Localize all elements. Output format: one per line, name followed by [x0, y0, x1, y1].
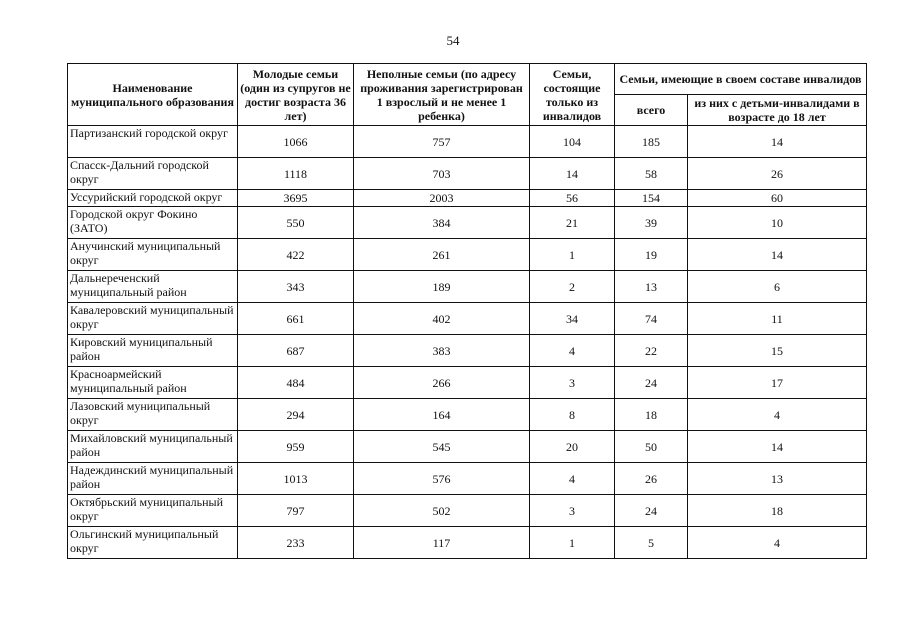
header-name: Наименование муниципального образования [68, 64, 238, 126]
cell-single: 189 [354, 271, 530, 303]
cell-young: 1118 [238, 158, 354, 190]
cell-total: 154 [615, 190, 688, 207]
cell-total: 39 [615, 207, 688, 239]
cell-total: 26 [615, 463, 688, 495]
table-row [68, 271, 867, 303]
cell-with-children: 10 [688, 207, 867, 239]
table-row [68, 527, 867, 559]
cell-name: Кировский муниципальный район [68, 335, 238, 367]
cell-young: 1013 [238, 463, 354, 495]
cell-name: Красноармейский муниципальный район [68, 367, 238, 399]
cell-with-children: 4 [688, 527, 867, 559]
cell-with-children: 17 [688, 367, 867, 399]
cell-only-disabled: 14 [530, 158, 615, 190]
header-total: всего [615, 95, 688, 126]
cell-total: 24 [615, 495, 688, 527]
cell-name: Октябрьский муниципальный округ [68, 495, 238, 527]
cell-total: 58 [615, 158, 688, 190]
cell-total: 185 [615, 126, 688, 158]
families-table [67, 63, 867, 559]
cell-young: 1066 [238, 126, 354, 158]
header-only-disabled-families: Семьи, состоящие только из инвалидов [530, 64, 615, 126]
header-with-disabled-children: из них с детьми-инвалидами в возрасте до 18 лет [688, 95, 867, 126]
cell-young: 233 [238, 527, 354, 559]
cell-with-children: 60 [688, 190, 867, 207]
cell-young: 484 [238, 367, 354, 399]
cell-with-children: 6 [688, 271, 867, 303]
cell-total: 5 [615, 527, 688, 559]
cell-only-disabled: 34 [530, 303, 615, 335]
table-row [68, 303, 867, 335]
cell-young: 343 [238, 271, 354, 303]
cell-name: Партизанский городской округ [68, 126, 238, 158]
cell-with-children: 13 [688, 463, 867, 495]
cell-single: 383 [354, 335, 530, 367]
cell-name: Надеждинский муниципальный район [68, 463, 238, 495]
cell-name: Михайловский муниципальный район [68, 431, 238, 463]
cell-single: 261 [354, 239, 530, 271]
cell-total: 50 [615, 431, 688, 463]
cell-name: Спасск-Дальний городской округ [68, 158, 238, 190]
table-row [68, 431, 867, 463]
cell-young: 3695 [238, 190, 354, 207]
cell-name: Уссурийский городской округ [68, 190, 238, 207]
cell-only-disabled: 4 [530, 335, 615, 367]
cell-single: 2003 [354, 190, 530, 207]
cell-total: 13 [615, 271, 688, 303]
cell-with-children: 14 [688, 126, 867, 158]
cell-only-disabled: 20 [530, 431, 615, 463]
cell-total: 18 [615, 399, 688, 431]
cell-single: 757 [354, 126, 530, 158]
cell-single: 117 [354, 527, 530, 559]
cell-only-disabled: 56 [530, 190, 615, 207]
table-row [68, 239, 867, 271]
cell-only-disabled: 8 [530, 399, 615, 431]
cell-only-disabled: 3 [530, 495, 615, 527]
cell-with-children: 18 [688, 495, 867, 527]
cell-only-disabled: 1 [530, 239, 615, 271]
cell-only-disabled: 21 [530, 207, 615, 239]
cell-only-disabled: 3 [530, 367, 615, 399]
cell-total: 22 [615, 335, 688, 367]
cell-with-children: 4 [688, 399, 867, 431]
header-single-parent-families: Неполные семьи (по адресу проживания зарегистрирован 1 взрослый и не менее 1 ребенка) [354, 64, 530, 126]
cell-only-disabled: 1 [530, 527, 615, 559]
page-number: 54 [446, 33, 460, 48]
table-row [68, 463, 867, 495]
table-row [68, 158, 867, 190]
cell-single: 402 [354, 303, 530, 335]
cell-only-disabled: 4 [530, 463, 615, 495]
cell-single: 576 [354, 463, 530, 495]
cell-single: 545 [354, 431, 530, 463]
header-with-disabled-families: Семьи, имеющие в своем составе инвалидов [615, 64, 867, 95]
cell-name: Городской округ Фокино (ЗАТО) [68, 207, 238, 239]
cell-name: Лазовский муниципальный округ [68, 399, 238, 431]
cell-total: 24 [615, 367, 688, 399]
header-young-families: Молодые семьи (один из супругов не достиг возраста 36 лет) [238, 64, 354, 126]
cell-with-children: 11 [688, 303, 867, 335]
cell-total: 19 [615, 239, 688, 271]
cell-with-children: 14 [688, 239, 867, 271]
cell-young: 959 [238, 431, 354, 463]
cell-young: 550 [238, 207, 354, 239]
cell-with-children: 15 [688, 335, 867, 367]
cell-only-disabled: 104 [530, 126, 615, 158]
cell-name: Анучинский муниципальный округ [68, 239, 238, 271]
cell-name: Дальнереченский муниципальный район [68, 271, 238, 303]
cell-name: Кавалеровский муниципальный округ [68, 303, 238, 335]
table-row [68, 207, 867, 239]
cell-young: 797 [238, 495, 354, 527]
cell-only-disabled: 2 [530, 271, 615, 303]
table-row [68, 495, 867, 527]
table-row [68, 335, 867, 367]
cell-total: 74 [615, 303, 688, 335]
cell-with-children: 26 [688, 158, 867, 190]
table-row [68, 190, 867, 207]
cell-single: 502 [354, 495, 530, 527]
cell-single: 164 [354, 399, 530, 431]
cell-with-children: 14 [688, 431, 867, 463]
cell-single: 384 [354, 207, 530, 239]
cell-young: 294 [238, 399, 354, 431]
cell-young: 687 [238, 335, 354, 367]
table-row [68, 399, 867, 431]
cell-young: 422 [238, 239, 354, 271]
table-row [68, 367, 867, 399]
table-row [68, 126, 867, 158]
cell-single: 703 [354, 158, 530, 190]
cell-single: 266 [354, 367, 530, 399]
cell-young: 661 [238, 303, 354, 335]
cell-name: Ольгинский муниципальный округ [68, 527, 238, 559]
